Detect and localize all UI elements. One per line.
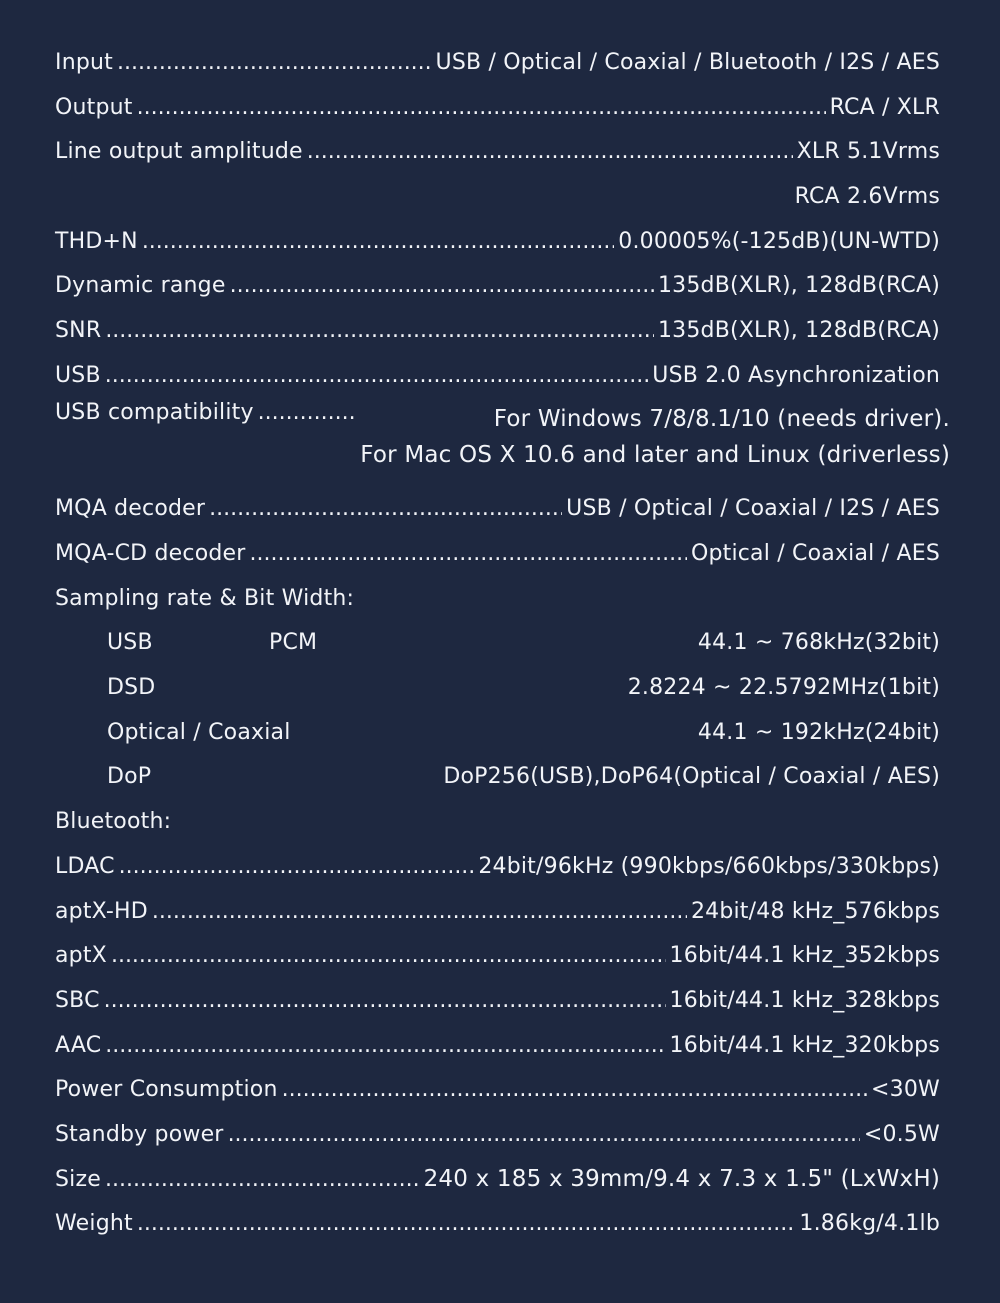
spec-value-line: For Mac OS X 10.6 and later and Linux (driverless) bbox=[360, 441, 950, 468]
dot-leader bbox=[209, 496, 562, 521]
spec-value: 135dB(XLR), 128dB(RCA) bbox=[657, 273, 940, 299]
spec-row-dynamic-range bbox=[55, 263, 940, 308]
spec-label: Line output amplitude bbox=[55, 139, 303, 165]
spec-row-power-consumption bbox=[55, 1067, 940, 1112]
spec-value: 16bit/44.1 kHz_352kbps bbox=[669, 943, 940, 969]
spec-value: 240 x 185 x 39mm/9.4 x 7.3 x 1.5" (LxWxH) bbox=[423, 1166, 940, 1193]
spec-label: Input bbox=[55, 49, 113, 75]
spec-label: aptX bbox=[55, 943, 107, 969]
section-heading-bluetooth bbox=[55, 799, 940, 844]
spec-label: Size bbox=[55, 1166, 101, 1192]
spec-value: RCA 2.6Vrms bbox=[794, 183, 940, 209]
spec-value: 24bit/96kHz (990kbps/660kbps/330kbps) bbox=[478, 853, 940, 879]
spec-row-line-output-amplitude-rca bbox=[55, 174, 940, 219]
spec-sheet bbox=[55, 40, 950, 1246]
sampling-value: 44.1 ~ 768kHz(32bit) bbox=[697, 630, 940, 656]
spec-row-thdn bbox=[55, 219, 940, 264]
spec-row-mqa-cd-decoder bbox=[55, 531, 940, 576]
spec-value: 16bit/44.1 kHz_328kbps bbox=[669, 987, 940, 1013]
spec-label: USB compatibility bbox=[55, 399, 254, 425]
spec-value: USB / Optical / Coaxial / Bluetooth / I2S / AES bbox=[435, 49, 940, 75]
spec-label: THD+N bbox=[55, 228, 138, 254]
bluetooth-row-aac bbox=[55, 1023, 940, 1068]
spec-row-size bbox=[55, 1157, 940, 1202]
dot-leader bbox=[137, 1211, 796, 1236]
sampling-row-dop bbox=[55, 755, 940, 800]
spec-label: MQA-CD decoder bbox=[55, 541, 246, 567]
dot-leader bbox=[137, 95, 826, 120]
spec-value: USB 2.0 Asynchronization bbox=[652, 362, 940, 388]
spec-row-line-output-amplitude bbox=[55, 129, 940, 174]
spec-label: Output bbox=[55, 94, 133, 120]
sampling-sublabel: PCM bbox=[269, 630, 318, 656]
spec-value: 16bit/44.1 kHz_320kbps bbox=[669, 1032, 940, 1058]
spec-row-input bbox=[55, 40, 940, 85]
spec-label: SNR bbox=[55, 317, 102, 343]
dot-leader bbox=[104, 988, 666, 1013]
bluetooth-row-ldac bbox=[55, 844, 940, 889]
sampling-label: USB bbox=[107, 630, 153, 656]
sampling-row-dsd bbox=[55, 665, 940, 710]
spec-value: USB / Optical / Coaxial / I2S / AES bbox=[566, 496, 940, 522]
dot-leader bbox=[117, 50, 432, 75]
dot-leader bbox=[230, 273, 654, 298]
spec-label: MQA decoder bbox=[55, 496, 206, 522]
spec-value: XLR 5.1Vrms bbox=[796, 139, 940, 165]
sampling-row-usb bbox=[55, 621, 940, 666]
sampling-label: DSD bbox=[107, 675, 156, 701]
spec-label: SBC bbox=[55, 987, 100, 1013]
bluetooth-row-aptx-hd bbox=[55, 889, 940, 934]
sampling-label: Optical / Coaxial bbox=[107, 719, 291, 745]
spec-value: 24bit/48 kHz_576kbps bbox=[690, 898, 940, 924]
sampling-value: DoP256(USB),DoP64(Optical / Coaxial / AES) bbox=[443, 764, 940, 790]
dot-leader bbox=[282, 1077, 867, 1102]
dot-leader bbox=[258, 398, 357, 425]
spec-label: AAC bbox=[55, 1032, 102, 1058]
section-heading: Bluetooth: bbox=[55, 809, 172, 835]
spec-row-mqa-decoder bbox=[55, 487, 940, 532]
sampling-value: 44.1 ~ 192kHz(24bit) bbox=[697, 719, 940, 745]
spec-value: 135dB(XLR), 128dB(RCA) bbox=[657, 317, 940, 343]
spec-value: 1.86kg/4.1lb bbox=[799, 1211, 940, 1237]
dot-leader bbox=[111, 943, 666, 968]
dot-leader bbox=[119, 854, 475, 879]
spec-value: RCA / XLR bbox=[829, 94, 940, 120]
dot-leader bbox=[105, 363, 649, 388]
spec-label: Standby power bbox=[55, 1121, 224, 1147]
section-heading: Sampling rate & Bit Width: bbox=[55, 585, 355, 611]
dot-leader bbox=[105, 1167, 420, 1192]
spec-value: <0.5W bbox=[863, 1121, 940, 1147]
spec-value bbox=[360, 398, 950, 473]
spec-row-output bbox=[55, 85, 940, 130]
spec-label: aptX-HD bbox=[55, 898, 148, 924]
dot-leader bbox=[250, 541, 687, 566]
spec-row-snr bbox=[55, 308, 940, 353]
spec-value: 0.00005%(-125dB)(UN-WTD) bbox=[618, 228, 940, 254]
sampling-label: DoP bbox=[107, 764, 152, 790]
spec-label: Dynamic range bbox=[55, 273, 226, 299]
dot-leader bbox=[307, 139, 793, 164]
section-heading-sampling bbox=[55, 576, 940, 621]
dot-leader bbox=[142, 229, 614, 254]
spec-label: Power Consumption bbox=[55, 1077, 278, 1103]
spec-row-weight bbox=[55, 1202, 940, 1247]
dot-leader bbox=[152, 899, 687, 924]
spec-row-standby-power bbox=[55, 1112, 940, 1157]
sampling-row-optical-coaxial bbox=[55, 710, 940, 755]
spec-label: USB bbox=[55, 362, 101, 388]
spec-label: Weight bbox=[55, 1211, 133, 1237]
spec-value-line: For Windows 7/8/8.1/10 (needs driver). bbox=[493, 405, 950, 432]
dot-leader bbox=[105, 1033, 665, 1058]
dot-leader bbox=[228, 1122, 860, 1147]
spec-value: Optical / Coaxial / AES bbox=[690, 541, 940, 567]
spec-row-usb-compatibility bbox=[55, 398, 950, 487]
spec-label: LDAC bbox=[55, 853, 115, 879]
spec-row-usb bbox=[55, 353, 940, 398]
dot-leader bbox=[105, 318, 654, 343]
sampling-value: 2.8224 ~ 22.5792MHz(1bit) bbox=[627, 675, 940, 701]
bluetooth-row-aptx bbox=[55, 933, 940, 978]
bluetooth-row-sbc bbox=[55, 978, 940, 1023]
spec-value: <30W bbox=[871, 1077, 940, 1103]
